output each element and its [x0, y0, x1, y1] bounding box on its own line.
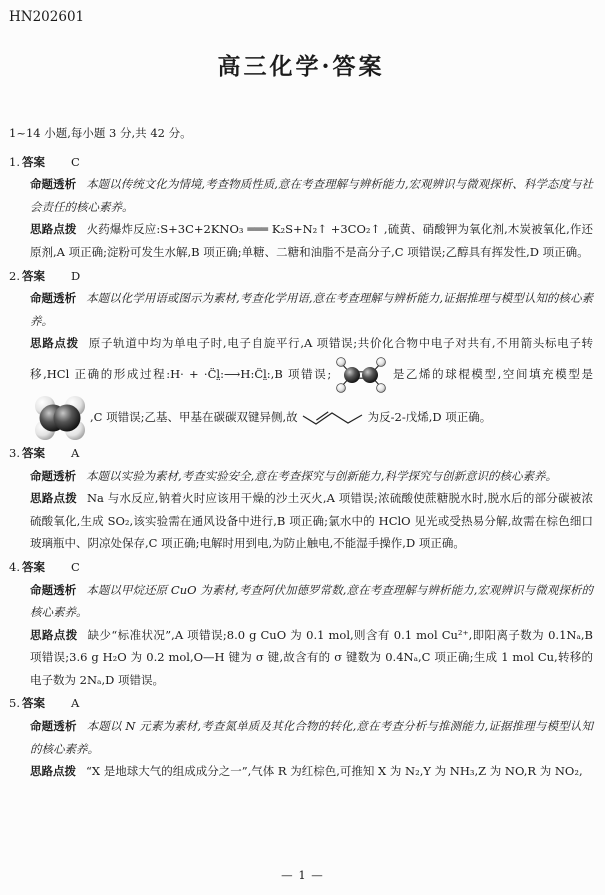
analysis-label: 命题透析	[30, 177, 77, 192]
analysis-text: 本题以传统文化为情境,考查物质性质,意在考查理解与辨析能力,宏观辨识与微观探析、科学态度与社会责任的核心素养。	[30, 177, 593, 214]
hint-paragraph	[9, 218, 593, 263]
answer-letter: C	[71, 559, 80, 574]
page-number: — 1 —	[281, 868, 324, 883]
answer-item-3	[9, 442, 593, 555]
hint-text-part1: 原子轨道中均为单电子时,电子自旋平行,A 项错误;共价化合物中电子对共有,不用箭头标电子转移,HCl 正确的形成过程:H· + ·C̈l̤:⟶H:C̈l̤:,B 项错误;	[30, 336, 594, 381]
answer-label: 答案	[22, 268, 45, 283]
item-number: 4.	[9, 559, 20, 574]
hint-text: Na 与水反应,钠着火时应该用干燥的沙土灭火,A 项错误;浓硫酸使蔗糖脱水时,脱水后的部分碳被浓硫酸氧化,生成 SO₂,该实验需在通风设备中进行,B 项正确;氯水中的 HClO 见光或受热易分解,故需在棕色细口玻璃瓶中、阴凉处保存,C 项正确;电解时用到电,为防止触电,不能湿手操作,D 项正确。	[30, 491, 594, 551]
answer-line	[9, 692, 593, 715]
analysis-text: 本题以 N 元素为素材,考查氮单质及其化合物的转化,意在考查分析与推测能力,证据推理与模型认知的核心素养。	[30, 719, 594, 756]
answer-item-2	[9, 265, 593, 441]
answer-line	[9, 442, 593, 465]
analysis-paragraph	[9, 287, 593, 332]
answer-line	[9, 151, 593, 174]
analysis-label: 命题透析	[30, 719, 77, 734]
hint-paragraph	[9, 487, 593, 555]
analysis-paragraph	[9, 173, 593, 218]
analysis-paragraph	[9, 579, 593, 624]
analysis-text: 本题以实验为素材,考查实验安全,意在考查探究与创新能力,科学探究与创新意识的核心素养。	[86, 468, 557, 483]
ethylene-ball-and-stick-model-figure	[334, 355, 388, 395]
answer-letter: D	[71, 268, 81, 283]
hint-label: 思路点拨	[30, 627, 78, 642]
hint-label: 思路点拨	[30, 764, 76, 779]
analysis-paragraph	[9, 465, 593, 488]
hint-paragraph	[9, 624, 593, 692]
analysis-label: 命题透析	[30, 582, 77, 597]
hint-text: “X 是地球大气的组成成分之一”,气体 R 为红棕色,可推知 X 为 N₂,Y 为 NH₃,Z 为 NO,R 为 NO₂,	[86, 764, 583, 779]
ethylene-space-filling-model-figure	[33, 395, 87, 441]
paper-code: HN202601	[9, 9, 85, 25]
answer-label: 答案	[22, 696, 45, 711]
hint-text: 缺少“标准状况”,A 项错误;8.0 g CuO 为 0.1 mol,则含有 0.1 mol Cu²⁺,即阳离子数为 0.1Nₐ,B 项错误;3.6 g H₂O 为 0.2 mol,O—H 键为 σ 键,故含有的 σ 键数为 0.4Nₐ,C 项正确;生成 1 mol Cu,转移的电子数为 2Nₐ,D 项错误。	[30, 627, 593, 687]
analysis-label: 命题透析	[30, 468, 76, 483]
answer-item-1	[9, 151, 593, 264]
answer-label: 答案	[22, 154, 45, 169]
analysis-label: 命题透析	[30, 291, 77, 306]
page-title: 高三化学·答案	[217, 53, 385, 80]
scoring-note: 1~14 小题,每小题 3 分,共 42 分。	[9, 126, 192, 140]
hint-text: 火药爆炸反应:S+3C+2KNO₃ ═══ K₂S+N₂↑ +3CO₂↑ ,硫黄、硝酸钾为氧化剂,木炭被氧化,作还原剂,A 项正确;淀粉可发生水解,B 项正确;单糖、二糖和油脂不是高分子,C 项错误;乙醇具有挥发性,D 项正确。	[30, 222, 593, 259]
answer-label: 答案	[22, 559, 45, 574]
item-number: 1.	[9, 154, 20, 169]
answer-line	[9, 265, 593, 288]
item-number: 2.	[9, 268, 20, 283]
hint-text-part2: 是乙烯的球棍模型,空间填充模型是	[391, 366, 593, 381]
hint-text-part4: 为反-2-戊烯,D 项正确。	[367, 409, 492, 424]
answer-letter: A	[71, 696, 80, 711]
analysis-text: 本题以甲烷还原 CuO 为素材,考查阿伏加德罗常数,意在考查理解与辨析能力,宏观辨识与微观探析的核心素养。	[30, 582, 594, 620]
analysis-paragraph	[9, 715, 593, 760]
answer-item-5	[9, 692, 593, 782]
hint-text-part3: ,C 项错误;乙基、甲基在碳碳双键异侧,故	[90, 409, 298, 424]
hint-label: 思路点拨	[30, 491, 77, 506]
answer-letter: C	[71, 154, 80, 169]
item-number: 3.	[9, 445, 20, 460]
answer-line	[9, 556, 593, 579]
hint-label: 思路点拨	[30, 222, 77, 237]
item-number: 5.	[9, 696, 20, 711]
hint-paragraph	[9, 332, 593, 441]
hint-paragraph	[9, 760, 593, 783]
answer-label: 答案	[22, 445, 45, 460]
answer-item-4	[9, 556, 593, 692]
hint-label: 思路点拨	[30, 336, 79, 351]
analysis-text: 本题以化学用语或图示为素材,考查化学用语,意在考查理解与辨析能力,证据推理与模型认知的核心素养。	[30, 291, 593, 328]
answer-letter: A	[71, 445, 80, 460]
trans-2-pentene-skeletal-formula-figure	[301, 408, 365, 428]
